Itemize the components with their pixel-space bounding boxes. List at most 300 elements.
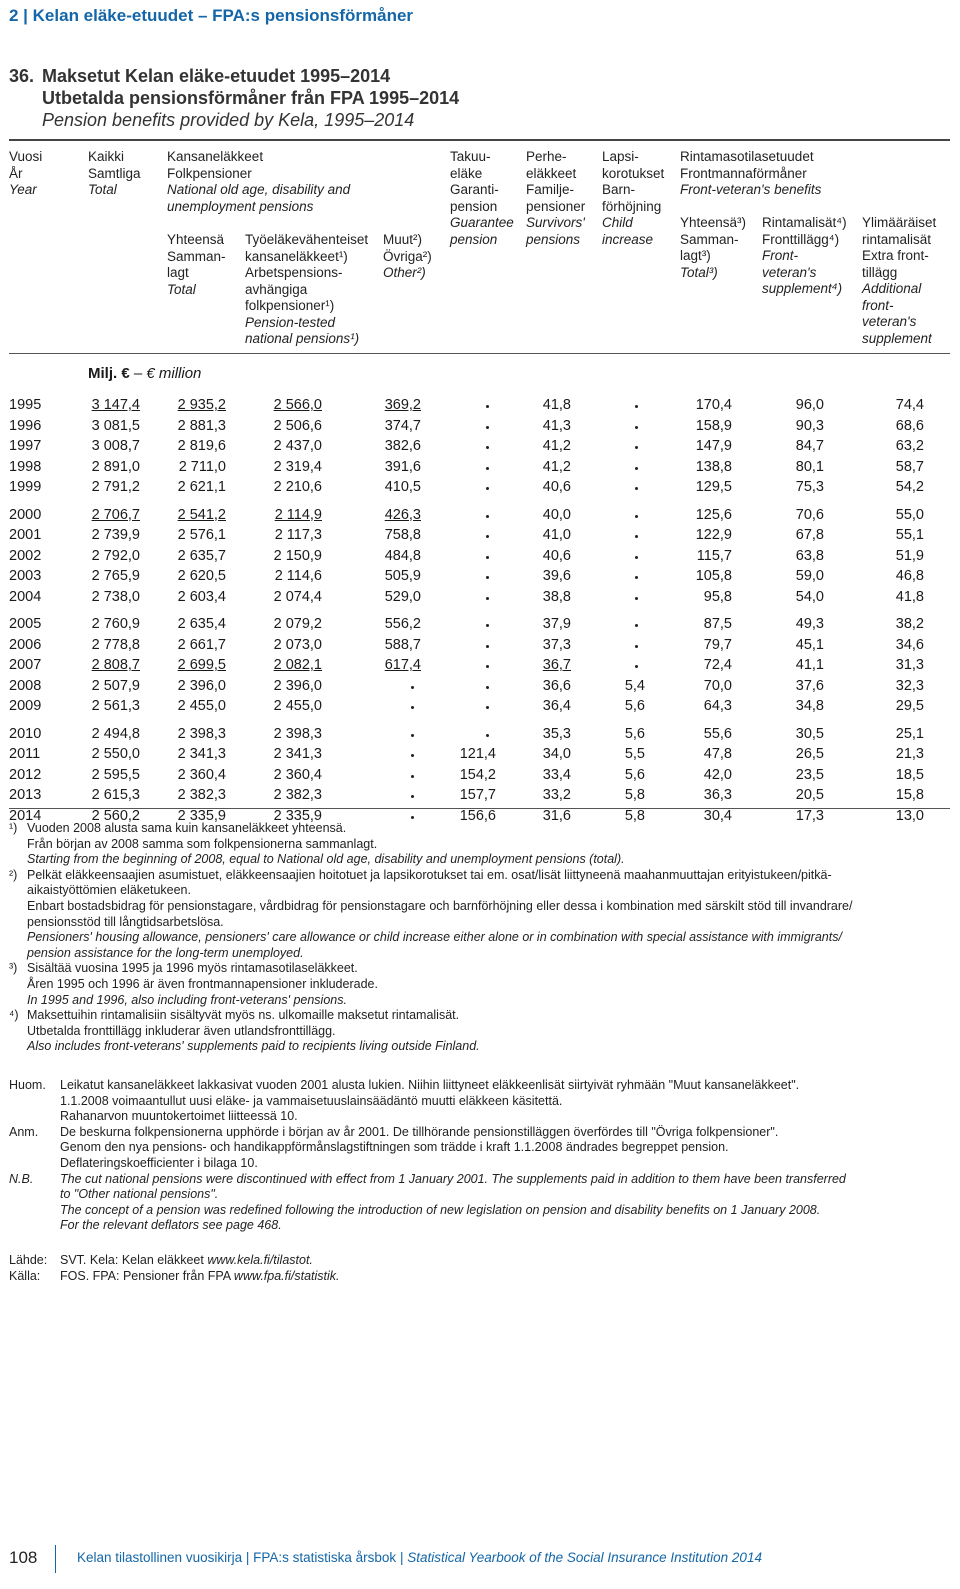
header-line: Arbetspensions-	[245, 265, 343, 280]
source-label: Lähde:	[9, 1253, 48, 1267]
cell-total: 2 778,8	[91, 636, 140, 653]
cell-other: 382,6	[384, 438, 421, 455]
row-year: 2007	[9, 657, 42, 674]
cell-dot-child	[635, 576, 638, 579]
cell-survivors: 41,8	[542, 397, 571, 413]
header-line: Rintamalisät⁴)	[762, 215, 847, 230]
footnote-line: Sisältää vuosina 1995 ja 1996 myös rintamasotilaseläkkeet.	[27, 961, 358, 976]
unit-italic: – € million	[133, 365, 202, 382]
footer-divider	[55, 1545, 56, 1573]
header-nat-pension	[167, 149, 350, 215]
cell-nat-total: 2 455,0	[177, 698, 226, 715]
header-line: Folkpensioner	[167, 165, 252, 181]
row-year: 2003	[9, 568, 42, 585]
header-line: increase	[602, 231, 654, 247]
cell-nat-tested: 2 506,6	[273, 417, 322, 434]
cell-child: 5,4	[624, 677, 645, 694]
header-line: Year	[9, 182, 37, 197]
row-year: 1996	[9, 417, 42, 434]
cell-total: 2 560,2	[91, 807, 140, 824]
row-year: 2014	[9, 807, 42, 824]
footnote-line: pensionsstöd till långtidsarbetslösa.	[27, 914, 224, 929]
row-year: 2006	[9, 636, 42, 653]
cell-vet-total: 55,6	[703, 725, 732, 742]
cell-vet-extra: 51,9	[895, 547, 924, 564]
cell-vet-extra: 55,0	[895, 506, 924, 523]
cell-other: 410,5	[384, 479, 421, 496]
cell-nat-total: 2 699,5	[177, 657, 226, 674]
cell-vet-total: 138,8	[695, 458, 732, 475]
cell-nat-total: 2 541,2	[177, 506, 226, 523]
cell-total: 2 550,0	[91, 746, 140, 763]
cell-survivors: 33,4	[542, 766, 571, 783]
cell-child: 5,6	[624, 766, 645, 783]
cell-child: 5,8	[624, 787, 645, 804]
cell-dot-other	[411, 734, 414, 737]
cell-vet-total: 147,9	[695, 438, 732, 455]
cell-vet-suppl: 41,1	[795, 657, 824, 674]
row-year: 1997	[9, 438, 42, 455]
cell-nat-tested: 2 437,0	[273, 438, 322, 455]
source-link[interactable]: www.kela.fi/tilastot.	[207, 1253, 313, 1267]
note-line: The concept of a pension was redefined following the introduction of new legislation on pension and disability benefits on 1 January 2008.	[60, 1202, 821, 1217]
cell-dot-child	[635, 556, 638, 559]
header-line: Yhteensä	[167, 232, 225, 247]
cell-vet-extra: 54,2	[895, 479, 924, 496]
header-nat-total	[167, 232, 226, 298]
header-line: folkpensioner¹)	[245, 298, 335, 313]
cell-vet-total: 105,8	[695, 568, 732, 585]
cell-nat-total: 2 621,1	[177, 479, 226, 496]
cell-dot-guarantee	[486, 706, 489, 709]
row-year: 2012	[9, 766, 42, 783]
cell-total: 2 891,0	[91, 458, 140, 475]
cell-nat-total: 2 819,6	[177, 438, 226, 455]
title-fi: Maksetut Kelan eläke-etuudet 1995–2014	[42, 66, 391, 86]
cell-vet-suppl: 45,1	[795, 636, 824, 653]
header-line: Total³)	[680, 264, 718, 280]
cell-dot-child	[635, 597, 638, 600]
cell-vet-suppl: 96,0	[795, 397, 824, 413]
header-line: pensioner	[526, 198, 586, 214]
header-line: Kaikki	[88, 149, 125, 164]
row-year: 1995	[9, 397, 42, 413]
cell-total: 2 792,0	[91, 547, 140, 564]
note-label: Huom.	[9, 1078, 46, 1092]
title-en: Pension benefits provided by Kela, 1995–2014	[42, 110, 415, 130]
cell-total: 2 507,9	[91, 677, 140, 694]
cell-vet-extra: 29,5	[895, 698, 924, 715]
cell-nat-tested: 2 360,4	[273, 766, 322, 783]
note-label: N.B.	[9, 1171, 34, 1186]
footnote-line: Vuoden 2008 alusta sama kuin kansaneläkkeet yhteensä.	[27, 821, 347, 835]
cell-nat-tested: 2 114,6	[274, 568, 322, 585]
note-line: 1.1.2008 voimaantullut uusi eläke- ja vammaisetuuslainsäädäntö muutti eläkkeen käsitettä.	[60, 1093, 563, 1108]
source-link[interactable]: www.fpa.fi/statistik.	[233, 1269, 340, 1283]
source-label: Källa:	[9, 1269, 41, 1283]
cell-survivors: 40,6	[542, 479, 571, 496]
cell-survivors: 36,7	[542, 657, 571, 674]
footer-text-en: Statistical Yearbook of the Social Insurance Institution 2014	[407, 1550, 762, 1565]
footnote-line: Also includes front-veterans' supplements paid to recipients living outside Finland.	[27, 1039, 480, 1054]
cell-total: 2 765,9	[91, 568, 140, 585]
cell-nat-total: 2 881,3	[177, 417, 226, 434]
cell-dot-child	[635, 624, 638, 627]
header-line: Samman-	[167, 248, 226, 264]
header-line: Rintamasotilasetuudet	[680, 149, 814, 164]
header-line: Total	[167, 281, 196, 297]
cell-survivors: 35,3	[542, 725, 571, 742]
cell-total: 2 808,7	[91, 657, 140, 674]
cell-survivors: 40,6	[542, 547, 571, 564]
cell-vet-extra: 58,7	[895, 458, 924, 475]
cell-total: 3 081,5	[91, 417, 140, 434]
cell-vet-extra: 55,1	[895, 527, 924, 544]
cell-total: 3 147,4	[91, 397, 140, 413]
cell-nat-total: 2 711,0	[178, 458, 226, 475]
cell-dot-guarantee	[486, 515, 489, 518]
cell-nat-tested: 2 341,3	[273, 746, 322, 763]
header-line: supplement⁴)	[762, 281, 843, 296]
cell-guarantee: 157,7	[459, 787, 496, 804]
footer-text-fi: Kelan tilastollinen vuosikirja	[77, 1550, 243, 1565]
header-line: Survivors'	[526, 215, 585, 230]
header-vet-suppl	[762, 215, 847, 298]
cell-survivors: 41,2	[542, 438, 571, 455]
cell-vet-extra: 15,8	[895, 787, 924, 804]
header-line: Övriga²)	[383, 248, 432, 264]
cell-nat-tested: 2 566,0	[273, 397, 322, 413]
header-line: avhängiga	[245, 281, 308, 297]
header-line: Muut²)	[383, 232, 423, 247]
cell-total: 2 739,9	[91, 527, 140, 544]
header-line: Child	[602, 215, 633, 230]
cell-guarantee: 121,4	[459, 746, 496, 763]
header-line: pension	[450, 231, 498, 247]
header-line: lagt³)	[680, 248, 711, 263]
header-line: pension	[450, 198, 498, 214]
cell-vet-total: 122,9	[695, 527, 732, 544]
cell-nat-total: 2 360,4	[177, 766, 226, 783]
cell-dot-other	[411, 816, 414, 819]
cell-vet-extra: 32,3	[895, 677, 924, 694]
cell-vet-extra: 13,0	[895, 807, 924, 824]
cell-other: 484,8	[384, 547, 421, 564]
cell-vet-extra: 46,8	[895, 568, 924, 585]
cell-nat-total: 2 396,0	[177, 677, 226, 694]
cell-child: 5,8	[624, 807, 645, 824]
cell-survivors: 39,6	[542, 568, 571, 585]
footnote-line: pension assistance for the long-term unemployed.	[27, 945, 304, 960]
cell-dot-guarantee	[486, 576, 489, 579]
cell-child: 5,6	[624, 698, 645, 715]
cell-vet-suppl: 34,8	[795, 698, 824, 715]
header-line: Ylimääräiset	[862, 215, 937, 230]
header-total	[88, 149, 141, 199]
note-line: De beskurna folkpensionerna upphörde i början av år 2001. De tillhörande pensionstilläggen överfördes till "Övriga folkpensioner".	[60, 1124, 779, 1139]
cell-total: 2 791,2	[91, 479, 140, 496]
source-desc: FOS. FPA: Pensioner från FPA	[60, 1269, 234, 1283]
cell-survivors: 37,3	[542, 636, 571, 653]
header-line: veteran's	[862, 314, 917, 329]
note-line: The cut national pensions were discontinued with effect from 1 January 2001. The supplements paid in addition to them have been transferred	[60, 1171, 846, 1186]
cell-other: 426,3	[384, 506, 421, 523]
header-survivors	[526, 149, 585, 248]
row-year: 2005	[9, 616, 42, 632]
table-number: 36.	[9, 66, 35, 86]
cell-vet-suppl: 59,0	[795, 568, 824, 585]
cell-other: 556,2	[384, 616, 421, 632]
cell-dot-child	[635, 405, 638, 408]
cell-vet-suppl: 67,8	[795, 527, 824, 544]
footnote-line: aikaistyöttömien eläketukeen.	[27, 883, 191, 898]
cell-child: 5,5	[624, 746, 645, 763]
cell-other: 758,8	[384, 527, 421, 544]
cell-dot-guarantee	[486, 624, 489, 627]
note-line: For the relevant deflators see page 468.	[60, 1218, 282, 1233]
header-line: tillägg	[862, 264, 898, 280]
cell-nat-total: 2 635,7	[177, 547, 226, 564]
source-desc: SVT. Kela: Kelan eläkkeet	[60, 1253, 208, 1267]
cell-nat-total: 2 382,3	[177, 787, 226, 804]
cell-survivors: 41,3	[542, 417, 571, 434]
cell-survivors: 31,6	[542, 807, 571, 824]
cell-vet-total: 79,7	[703, 636, 732, 653]
source-text	[60, 1253, 313, 1269]
row-year: 2001	[9, 527, 42, 544]
row-year: 1999	[9, 479, 42, 496]
section-title: 2 | Kelan eläke-etuudet – FPA:s pensionsförmåner	[9, 6, 414, 25]
cell-vet-suppl: 20,5	[795, 787, 824, 804]
cell-dot-guarantee	[486, 535, 489, 538]
cell-dot-other	[411, 775, 414, 778]
unit-bold: Milj. €	[88, 365, 130, 382]
cell-survivors: 41,2	[542, 458, 571, 475]
cell-vet-extra: 63,2	[895, 438, 924, 455]
cell-nat-total: 2 603,4	[177, 588, 226, 605]
cell-nat-tested: 2 073,0	[273, 636, 322, 653]
header-guarantee	[450, 149, 514, 248]
cell-dot-guarantee	[486, 556, 489, 559]
header-year	[9, 149, 42, 199]
header-nat-tested	[245, 232, 368, 348]
cell-vet-total: 129,5	[695, 479, 732, 496]
cell-dot-child	[635, 467, 638, 470]
cell-vet-suppl: 75,3	[795, 479, 824, 496]
header-line: Total	[88, 182, 117, 197]
header-other	[383, 232, 432, 282]
cell-dot-guarantee	[486, 645, 489, 648]
footnote-line: In 1995 and 1996, also including front-veterans' pensions.	[27, 992, 347, 1007]
row-year: 2008	[9, 677, 42, 694]
cell-other: 505,9	[384, 568, 421, 585]
footnote-line: Åren 1995 och 1996 är även frontmannapensioner inkluderade.	[27, 977, 378, 991]
footer-sep: |	[399, 1550, 404, 1565]
header-line: Front-	[762, 248, 799, 263]
cell-guarantee: 154,2	[459, 766, 496, 783]
header-line: Additional	[862, 281, 922, 296]
cell-vet-total: 42,0	[703, 766, 732, 783]
cell-vet-suppl: 17,3	[795, 807, 824, 824]
cell-dot-guarantee	[486, 426, 489, 429]
cell-total: 2 561,3	[91, 698, 140, 715]
footer-sep: |	[245, 1550, 250, 1565]
header-veteran	[680, 149, 821, 199]
header-line: Fronttillägg⁴)	[762, 231, 840, 247]
cell-vet-extra: 38,2	[895, 616, 924, 632]
note-line: Genom den nya pensions- och handikappförmånslagstiftningen som trädde i kraft 1.1.2008 ändrades begreppet pension.	[60, 1140, 729, 1155]
cell-dot-other	[411, 754, 414, 757]
cell-vet-extra: 74,4	[895, 397, 924, 413]
cell-vet-total: 72,4	[703, 657, 732, 674]
table-title	[9, 65, 390, 87]
cell-vet-total: 95,8	[703, 588, 732, 605]
cell-vet-suppl: 90,3	[795, 417, 824, 434]
cell-nat-tested: 2 210,6	[273, 479, 322, 496]
cell-survivors: 36,6	[542, 677, 571, 694]
cell-nat-total: 2 335,9	[177, 807, 226, 824]
cell-total: 2 615,3	[91, 787, 140, 804]
cell-total: 2 494,8	[91, 725, 140, 742]
cell-other: 617,4	[384, 657, 421, 674]
cell-dot-guarantee	[486, 597, 489, 600]
cell-vet-suppl: 26,5	[795, 746, 824, 763]
footnote-mark: ³)	[9, 961, 18, 976]
row-year: 2000	[9, 506, 42, 523]
cell-nat-tested: 2 396,0	[273, 677, 322, 694]
cell-nat-total: 2 398,3	[177, 725, 226, 742]
cell-vet-suppl: 23,5	[795, 766, 824, 783]
cell-survivors: 40,0	[542, 506, 571, 523]
header-line: Front-veteran's benefits	[680, 182, 822, 197]
cell-survivors: 38,8	[542, 588, 571, 605]
cell-vet-total: 158,9	[695, 417, 732, 434]
cell-vet-total: 30,4	[703, 807, 732, 824]
cell-nat-tested: 2 150,9	[273, 547, 322, 564]
cell-total: 2 760,9	[91, 616, 140, 632]
header-line: Other²)	[383, 265, 426, 280]
header-line: Kansaneläkkeet	[167, 149, 264, 164]
cell-nat-total: 2 935,2	[177, 397, 226, 413]
title-sv: Utbetalda pensionsförmåner från FPA 1995–2014	[42, 88, 460, 108]
note-line: Rahanarvon muuntokertoimet liitteessä 10.	[60, 1109, 298, 1124]
cell-dot-other	[411, 795, 414, 798]
cell-survivors: 41,0	[542, 527, 571, 544]
cell-vet-total: 47,8	[703, 746, 732, 763]
cell-nat-total: 2 620,5	[177, 568, 226, 585]
cell-vet-total: 36,3	[703, 787, 732, 804]
cell-nat-tested: 2 382,3	[273, 787, 322, 804]
header-line: År	[9, 165, 23, 181]
cell-survivors: 33,2	[542, 787, 571, 804]
cell-dot-guarantee	[486, 487, 489, 490]
footnote-mark: ⁴)	[9, 1008, 19, 1023]
row-year: 2004	[9, 588, 42, 605]
header-line: Guarantee	[450, 215, 514, 230]
row-year: 2002	[9, 547, 42, 564]
footnote-line: Utbetalda fronttillägg inkluderar även utlandsfronttillägg.	[27, 1023, 336, 1038]
cell-other: 529,0	[384, 588, 421, 605]
cell-nat-total: 2 576,1	[177, 527, 226, 544]
header-line: korotukset	[602, 165, 665, 181]
footnote-line: Från början av 2008 samma som folkpensionerna sammanlagt.	[27, 836, 378, 851]
header-child	[602, 149, 664, 248]
cell-other: 369,2	[384, 397, 421, 413]
cell-dot-child	[635, 535, 638, 538]
cell-dot-child	[635, 665, 638, 668]
cell-vet-suppl: 80,1	[795, 458, 824, 475]
cell-vet-total: 115,7	[696, 547, 732, 564]
cell-total: 3 008,7	[91, 438, 140, 455]
cell-dot-child	[635, 515, 638, 518]
header-line: förhöjning	[602, 198, 662, 214]
cell-total: 2 738,0	[91, 588, 140, 605]
cell-dot-guarantee	[486, 467, 489, 470]
header-vet-total	[680, 215, 746, 281]
cell-dot-guarantee	[486, 734, 489, 737]
header-line: National old age, disability and	[167, 182, 351, 197]
cell-survivors: 37,9	[542, 616, 571, 632]
header-line: Lapsi-	[602, 149, 639, 164]
cell-vet-total: 170,4	[695, 397, 732, 413]
cell-survivors: 36,4	[542, 698, 571, 715]
cell-vet-suppl: 54,0	[795, 588, 824, 605]
row-year: 2010	[9, 725, 42, 742]
footnote-line: Pelkät eläkkeensaajien asumistuet, eläkkeensaajien hoitotuet ja lapsikorotukset tai em. osat/lisät liittyneenä maahanmuuttajan erityistukeen/pitkä-	[27, 867, 832, 882]
cell-vet-extra: 25,1	[895, 725, 924, 742]
note-line: to "Other national pensions".	[60, 1187, 219, 1202]
cell-vet-suppl: 70,6	[795, 506, 824, 523]
footnote-line: Pensioners' housing allowance, pensioners' care allowance or child increase either alone or in combination with special assistance with immigrants/	[27, 930, 842, 945]
cell-vet-extra: 68,6	[895, 417, 924, 434]
cell-nat-total: 2 635,4	[177, 616, 226, 632]
header-line: Samman-	[680, 231, 739, 247]
cell-dot-guarantee	[486, 686, 489, 689]
cell-nat-tested: 2 117,3	[274, 527, 322, 544]
cell-dot-other	[411, 706, 414, 709]
header-rule	[9, 353, 950, 354]
header-line: supplement	[862, 330, 932, 346]
page-number: 108	[9, 1548, 38, 1567]
note-line: Leikatut kansaneläkkeet lakkasivat vuoden 2001 alusta lukien. Niihin liittyneet eläkkeenlisät siirtyivät ryhmään "Muut kansaneläkkeet".	[60, 1078, 800, 1092]
cell-nat-total: 2 341,3	[177, 746, 226, 763]
cell-nat-tested: 2 079,2	[273, 616, 322, 632]
header-line: eläkkeet	[526, 165, 577, 181]
cell-other: 588,7	[384, 636, 421, 653]
cell-total: 2 595,5	[91, 766, 140, 783]
header-line: Frontmannaförmåner	[680, 165, 807, 181]
note-label: Anm.	[9, 1124, 39, 1139]
row-year: 2011	[9, 746, 41, 763]
cell-dot-guarantee	[486, 446, 489, 449]
header-vet-extra	[862, 215, 936, 347]
header-line: unemployment pensions	[167, 198, 314, 214]
header-line: eläke	[450, 165, 483, 181]
cell-other: 374,7	[384, 417, 421, 434]
unit-label	[88, 365, 201, 382]
cell-vet-total: 64,3	[703, 698, 732, 715]
cell-vet-suppl: 63,8	[795, 547, 824, 564]
cell-vet-extra: 41,8	[895, 588, 924, 605]
header-line: rintamalisät	[862, 231, 932, 247]
cell-nat-tested: 2 074,4	[273, 588, 322, 605]
footer-title	[77, 1550, 762, 1565]
cell-guarantee: 156,6	[459, 807, 496, 824]
table-top-rule	[9, 139, 950, 141]
cell-nat-tested: 2 398,3	[273, 725, 322, 742]
cell-vet-suppl: 84,7	[795, 438, 824, 455]
table-bottom-rule	[9, 808, 950, 809]
